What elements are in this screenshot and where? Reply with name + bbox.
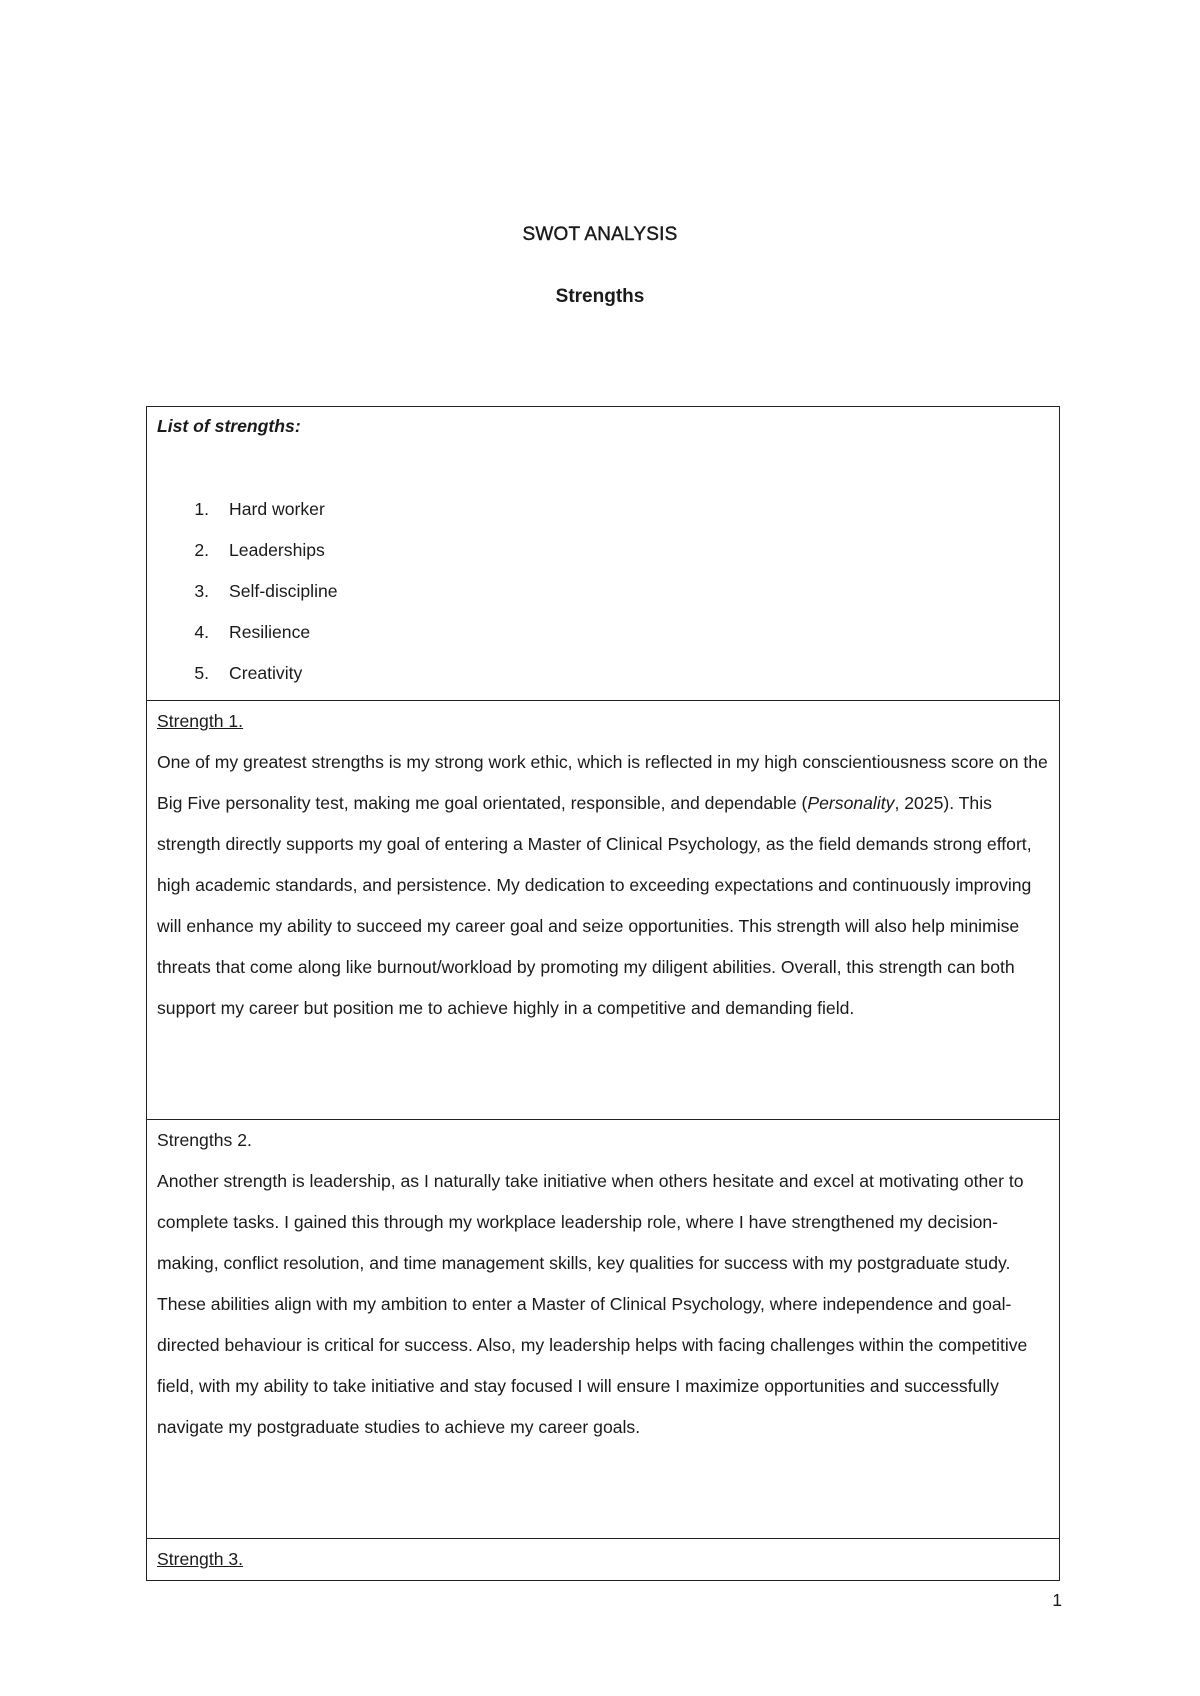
citation-italic: Personality <box>807 793 895 813</box>
section-heading: Strengths <box>555 286 645 307</box>
table-row <box>147 1539 1060 1581</box>
list-item-number: 5. <box>194 663 209 683</box>
table-row <box>147 701 1060 1120</box>
list-item-label: Hard worker <box>229 499 325 519</box>
strength-2-title: Strengths 2. <box>157 1130 252 1150</box>
strength-1-text-start: One of my greatest strengths is my strong work ethic, which is reflected in my high conscientiousness score on the Big Five personality test, making me goal orientated, responsible, and dependable ( <box>157 752 1048 813</box>
strengths-list <box>157 489 1049 694</box>
strength-3-cell <box>147 1539 1060 1581</box>
list-item-number: 4. <box>194 622 209 642</box>
list-item <box>157 571 1049 612</box>
list-item-label: Creativity <box>229 663 303 683</box>
list-item-label: Self-discipline <box>229 581 338 601</box>
strength-1-title: Strength 1. <box>157 711 244 731</box>
list-item-number: 1. <box>194 499 209 519</box>
table-row <box>147 407 1060 701</box>
strength-3-title: Strength 3. <box>157 1549 244 1569</box>
strength-1-cell <box>147 701 1060 1120</box>
list-item-label: Resilience <box>229 622 311 642</box>
strengths-table <box>146 406 1060 1581</box>
list-item <box>157 612 1049 653</box>
list-item-number: 2. <box>194 540 209 560</box>
list-item <box>157 653 1049 694</box>
strength-2-cell <box>147 1120 1060 1539</box>
list-item <box>157 489 1049 530</box>
list-item <box>157 530 1049 571</box>
table-row <box>147 1120 1060 1539</box>
strengths-list-cell <box>147 407 1060 701</box>
document-title: SWOT ANALYSIS <box>522 224 678 245</box>
list-heading: List of strengths: <box>157 416 301 436</box>
list-item-label: Leaderships <box>229 540 325 560</box>
strength-1-text-end: , 2025). This strength directly supports my goal of entering a Master of Clinical Psychology, as the field demands strong effort, high academic standards, and persistence. My dedication to exceeding expectations and continuously improving will enhance my ability to succeed my career goal and seize opportunities. This strength will also help minimise threats that come along like burnout/workload by promoting my diligent abilities. Overall, this strength can both support my career but position me to achieve highly in a competitive and demanding field. <box>157 793 1032 1018</box>
list-item-number: 3. <box>194 581 209 601</box>
strength-2-body: Another strength is leadership, as I naturally take initiative when others hesitate and excel at motivating other to complete tasks. I gained this through my workplace leadership role, where I have strengthened my decision-making, conflict resolution, and time management skills, key qualities for success with my postgraduate study. These abilities align with my ambition to enter a Master of Clinical Psychology, where independence and goal-directed behaviour is critical for success. Also, my leadership helps with facing challenges within the competitive field, with my ability to take initiative and stay focused I will ensure I maximize opportunities and successfully navigate my postgraduate studies to achieve my career goals. <box>157 1171 1028 1437</box>
strength-1-body <box>157 742 1049 1029</box>
page-number: 1 <box>1052 1590 1062 1610</box>
